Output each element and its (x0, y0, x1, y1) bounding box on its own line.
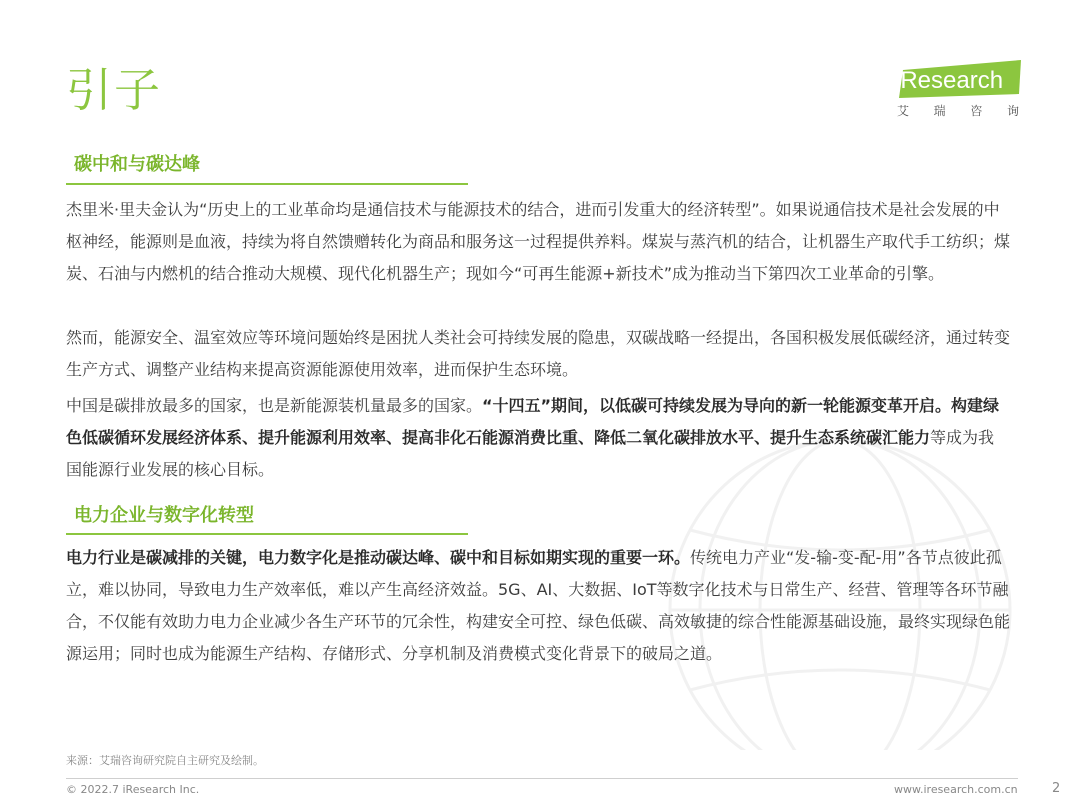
logo-cn-char: 艾 (897, 104, 910, 118)
iresearch-logo[interactable] (893, 58, 1025, 124)
text-run: 传统电力产业“发-输-变-配-用”各节点彼此孤立，难以协同，导致电力生产效率低，难以产生高经济效益。5G、AI、大数据、IoT等数字化技术与日常生产、经营、管理等各环节融合，不仅能有效助力电力企业减少各生产环节的冗余性，构建安全可控、绿色低碳、高效敏捷的综合性能源基础设施，最终实现绿色能源运用；同时也成为能源生产结构、存储形式、分享机制及消费模式变化背景下的破局之道。 (66, 548, 1011, 663)
logo-cn-char: 询 (1006, 104, 1019, 118)
page-number: 2 (1052, 781, 1061, 796)
paragraph-industrial-revolution (66, 194, 1010, 290)
text-run-bold: 电力行业是碳减排的关键，电力数字化是推动碳达峰、碳中和目标如期实现的重要一环。 (66, 548, 691, 567)
text-run: 然而，能源安全、温室效应等环境问题始终是困扰人类社会可持续发展的隐患，双碳战略一经提出，各国积极发展低碳经济，通过转变生产方式、调整产业结构来提高资源能源使用效率，进而保护生态环境。 (66, 328, 1011, 379)
logo-brand-text: iResearch (895, 67, 1004, 94)
logo-mark-icon (893, 58, 1025, 102)
paragraph-china-goals (66, 390, 1010, 486)
text-run: 等成为我国能源行业发展的核心目标。 (66, 428, 995, 479)
section-heading-power-digital: 电力企业与数字化转型 (74, 505, 254, 526)
source-note: 来源：艾瑞咨询研究院自主研究及绘制。 (66, 754, 264, 767)
text-run: 杰里米·里夫金认为“历史上的工业革命均是通信技术与能源技术的结合，进而引发重大的经济转型”。如果说通信技术是社会发展的中枢神经，能源则是血液，持续为将自然馈赠转化为商品和服务这一过程提供养料。煤炭与蒸汽机的结合，让机器生产取代手工纺织；煤炭、石油与内燃机的结合推动大规模、现代化机器生产；现如今“可再生能源+新技术”成为推动当下第四次工业革命的引擎。 (66, 200, 1011, 283)
section-rule (66, 183, 468, 185)
section-rule (66, 533, 468, 535)
logo-cn-char: 瑞 (933, 104, 946, 118)
footer-rule (66, 778, 1018, 779)
page-title: 引子 (66, 63, 162, 117)
text-run: 中国是碳排放最多的国家，也是新能源装机量最多的国家。 (66, 396, 483, 415)
logo-cn-text (893, 102, 1025, 119)
paragraph-low-carbon (66, 322, 1010, 386)
website-link[interactable]: www.iresearch.com.cn (894, 783, 1018, 796)
section-heading-carbon: 碳中和与碳达峰 (74, 154, 200, 175)
copyright: © 2022.7 iResearch Inc. (66, 783, 200, 796)
logo-cn-char: 咨 (970, 104, 983, 118)
paragraph-power-industry (66, 542, 1010, 670)
text-run-bold: “十四五”期间，以低碳可持续发展为导向的新一轮能源变革开启。构建绿色低碳循环发展经济体系、提升能源利用效率、提高非化石能源消费比重、降低二氧化碳排放水平、提升生态系统碳汇能力 (66, 396, 1000, 447)
